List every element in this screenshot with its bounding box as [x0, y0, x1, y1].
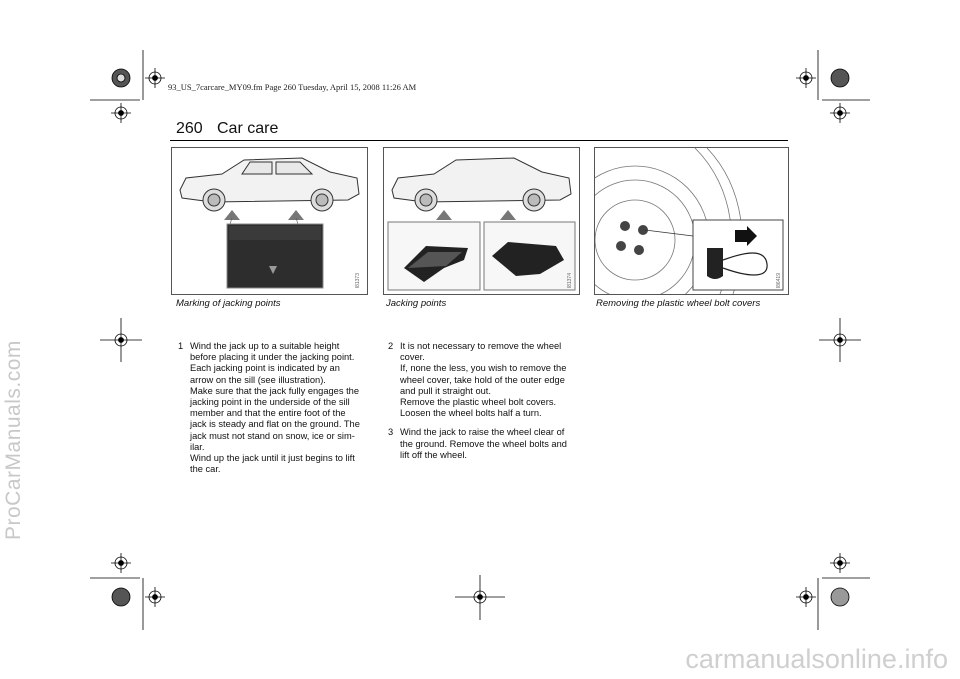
step-number: 1: [178, 341, 184, 351]
step-line: member and that the entire foot of the: [190, 408, 346, 419]
step-line: Loosen the wheel bolts half a turn.: [400, 408, 542, 419]
step-3: [388, 427, 584, 461]
car-side-illustration: [172, 148, 367, 294]
step-line: and pull it straight out.: [400, 385, 491, 396]
step-2: [388, 341, 584, 419]
figure-id: I81374: [567, 272, 573, 288]
figure-caption: Marking of jacking points: [176, 298, 281, 309]
header-rule: [170, 140, 788, 141]
step-text: [400, 341, 584, 419]
step-line: the car.: [190, 464, 221, 475]
step-number: 2: [388, 341, 394, 351]
step-line: wheel cover, take hold of the outer edge: [400, 374, 565, 385]
step-line: Remove the plastic wheel bolt covers.: [400, 397, 557, 408]
step-line: jack is steady and flat on the ground. The: [190, 419, 360, 430]
instructions-right-column: [388, 341, 584, 469]
step-line: ilar.: [190, 441, 205, 452]
step-line: Make sure that the jack fully engages the: [190, 385, 359, 396]
step-line: Each jacking point is indicated by an: [190, 363, 340, 374]
step-line: Wind the jack up to a suitable height: [190, 341, 340, 351]
figure-jacking-marking: [171, 147, 368, 295]
step-line: cover.: [400, 352, 425, 363]
step-line: the ground. Remove the wheel bolts and: [400, 438, 567, 449]
step-line: jack must not stand on snow, ice or sim-: [190, 430, 355, 441]
figure-wheel-bolt-covers: [594, 147, 789, 295]
figure-id: I86419: [776, 272, 782, 288]
step-text: [400, 427, 584, 461]
wheel-illustration: [595, 148, 788, 294]
figure-jacking-points: [383, 147, 580, 295]
step-line: If, none the less, you wish to remove the: [400, 363, 567, 374]
step-line: Wind the jack to raise the wheel clear of: [400, 427, 565, 438]
step-line: Wind up the jack until it just begins to lift: [190, 453, 355, 464]
step-line: lift off the wheel.: [400, 449, 468, 460]
step-line: jacking point in the underside of the sill: [190, 397, 350, 408]
instructions-left-column: [178, 341, 373, 483]
page-number: 260: [176, 120, 203, 137]
side-watermark: ProCarManuals.com: [2, 340, 25, 540]
step-line: before placing it under the jacking point.: [190, 352, 355, 363]
figure-id: I81373: [355, 272, 361, 288]
car-jacking-points-illustration: [384, 148, 579, 294]
step-text: [190, 341, 373, 475]
step-line: It is not necessary to remove the wheel: [400, 341, 562, 351]
step-line: arrow on the sill (see illustration).: [190, 374, 326, 385]
figure-caption: Removing the plastic wheel bolt covers: [596, 298, 761, 309]
step-number: 3: [388, 427, 394, 438]
page-title: Car care: [217, 120, 279, 137]
figure-caption: Jacking points: [386, 298, 447, 309]
file-header: 93_US_7carcare_MY09.fm Page 260 Tuesday, April 15, 2008 11:26 AM: [168, 82, 417, 92]
step-1: [178, 341, 373, 475]
bottom-watermark: carmanualsonline.info: [685, 644, 948, 674]
